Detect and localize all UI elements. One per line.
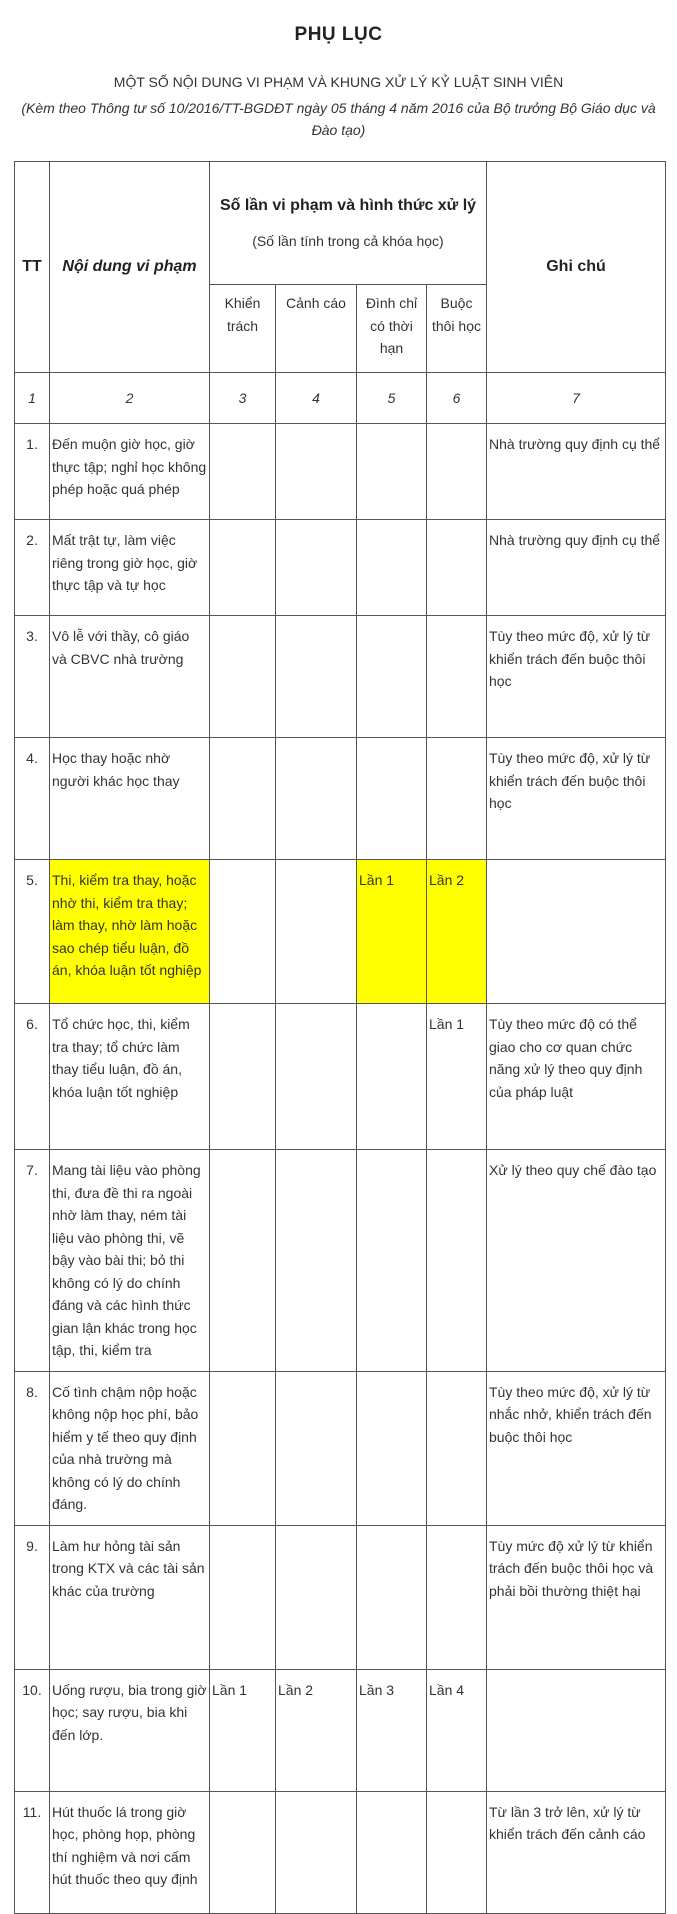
cell-note [487,860,666,1004]
cell-dinh-chi [357,1791,427,1913]
cell-buoc-thoi-hoc [427,738,487,860]
cell-khien-trach [210,1525,276,1669]
violation-content: Đến muộn giờ học, giờ thực tập; nghỉ học không phép hoặc quá phép [50,424,210,520]
violation-content: Tổ chức học, thi, kiểm tra thay; tổ chức làm thay tiểu luận, đồ án, khóa luận tốt nghiệp [50,1004,210,1150]
cell-note: Xử lý theo quy chế đào tạo [487,1150,666,1372]
cell-buoc-thoi-hoc [427,1150,487,1372]
cell-dinh-chi [357,1525,427,1669]
cell-buoc-thoi-hoc: Lần 1 [427,1004,487,1150]
cell-canh-cao [276,1150,357,1372]
cell-canh-cao [276,1791,357,1913]
cell-khien-trach [210,616,276,738]
row-number: 1. [15,424,50,520]
column-number: 1 [15,373,50,424]
row-number: 11. [15,1791,50,1913]
cell-canh-cao [276,1371,357,1525]
column-number: 4 [276,373,357,424]
cell-buoc-thoi-hoc [427,1791,487,1913]
cell-canh-cao [276,860,357,1004]
document-subtitle: MỘT SỐ NỘI DUNG VI PHẠM VÀ KHUNG XỬ LÝ KỶ LUẬT SINH VIÊN [113,74,564,90]
header-group-title: Số lần vi phạm và hình thức xử lý [219,197,477,215]
violation-content: Hút thuốc lá trong giờ học, phòng họp, phòng thí nghiệm và nơi cấm hút thuốc theo quy định [50,1791,210,1913]
table-row [15,424,666,520]
cell-dinh-chi [357,520,427,616]
column-number: 2 [50,373,210,424]
violation-content: Cố tình chậm nộp hoặc không nộp học phí, bảo hiểm y tế theo quy định của nhà trường mà không có lý do chính đáng. [50,1371,210,1525]
row-number: 5. [15,860,50,1004]
cell-buoc-thoi-hoc [427,1371,487,1525]
table-row [15,738,666,860]
cell-dinh-chi [357,1371,427,1525]
cell-note [487,1669,666,1791]
header-group-note: (Số lần tính trong cả khóa học) [252,233,444,250]
column-number-row [15,373,666,424]
row-number: 10. [15,1669,50,1791]
cell-dinh-chi [357,738,427,860]
violation-content: Mang tài liệu vào phòng thi, đưa đề thi ra ngoài nhờ làm thay, ném tài liệu vào phòng thi, vẽ bậy vào bài thi; bỏ thi không có lý do chính đáng và các hình thức gian lận khác trong học tập, thi, kiểm tra [50,1150,210,1372]
header-notes: Ghi chú [487,162,666,373]
cell-canh-cao [276,424,357,520]
row-number: 3. [15,616,50,738]
row-number: 2. [15,520,50,616]
cell-note: Tùy theo mức độ, xử lý từ nhắc nhở, khiển trách đến buộc thôi học [487,1371,666,1525]
header-content: Nội dung vi phạm [50,162,210,373]
header-khien-trach: Khiển trách [210,285,276,373]
cell-khien-trach [210,1371,276,1525]
cell-dinh-chi [357,424,427,520]
violation-content: Mất trật tự, làm việc riêng trong giờ học, giờ thực tập và tự học [50,520,210,616]
cell-dinh-chi: Lần 3 [357,1669,427,1791]
cell-canh-cao [276,520,357,616]
cell-canh-cao [276,616,357,738]
cell-canh-cao [276,1004,357,1150]
cell-khien-trach [210,738,276,860]
cell-buoc-thoi-hoc [427,424,487,520]
cell-note: Tùy theo mức độ có thể giao cho cơ quan chức năng xử lý theo quy định của pháp luật [487,1004,666,1150]
header-buoc-thoi-hoc: Buộc thôi học [427,285,487,373]
header-tt: TT [15,162,50,373]
column-number: 5 [357,373,427,424]
cell-dinh-chi [357,616,427,738]
table-row [15,1371,666,1525]
cell-buoc-thoi-hoc: Lần 4 [427,1669,487,1791]
cell-khien-trach [210,1004,276,1150]
column-number: 7 [487,373,666,424]
cell-note: Tùy theo mức độ, xử lý từ khiển trách đến buộc thôi học [487,616,666,738]
header-canh-cao: Cảnh cáo [276,285,357,373]
violation-content: Làm hư hỏng tài sản trong KTX và các tài sản khác của trường [50,1525,210,1669]
table-row [15,1791,666,1913]
cell-dinh-chi [357,1150,427,1372]
cell-buoc-thoi-hoc [427,616,487,738]
cell-note: Tùy mức độ xử lý từ khiển trách đến buộc thôi học và phải bồi thường thiệt hại [487,1525,666,1669]
header-group [210,162,487,285]
row-number: 7. [15,1150,50,1372]
cell-khien-trach [210,1150,276,1372]
cell-khien-trach [210,424,276,520]
table-row [15,860,666,1004]
cell-note: Nhà trường quy định cụ thể [487,520,666,616]
table-row [15,520,666,616]
row-number: 4. [15,738,50,860]
cell-canh-cao: Lần 2 [276,1669,357,1791]
cell-khien-trach [210,520,276,616]
row-number: 8. [15,1371,50,1525]
violation-content: Uống rượu, bia trong giờ học; say rượu, bia khi đến lớp. [50,1669,210,1791]
violations-table [14,161,666,1914]
cell-canh-cao [276,1525,357,1669]
violation-content: Thi, kiểm tra thay, hoặc nhờ thi, kiểm tra thay; làm thay, nhờ làm hoặc sao chép tiểu luận, đồ án, khóa luận tốt nghiệp [50,860,210,1004]
column-number: 3 [210,373,276,424]
violation-content: Học thay hoặc nhờ người khác học thay [50,738,210,860]
cell-note: Tùy theo mức độ, xử lý từ khiển trách đến buộc thôi học [487,738,666,860]
document-title: PHỤ LỤC [294,24,383,45]
cell-buoc-thoi-hoc: Lần 2 [427,860,487,1004]
row-number: 9. [15,1525,50,1669]
table-row [15,616,666,738]
table-row [15,1525,666,1669]
table-row [15,1150,666,1372]
cell-note: Nhà trường quy định cụ thể [487,424,666,520]
document-note: (Kèm theo Thông tư số 10/2016/TT-BGDĐT ngày 05 tháng 4 năm 2016 của Bộ trưởng Bộ Giáo dục và Đào tạo) [21,100,656,138]
cell-khien-trach [210,1791,276,1913]
cell-note: Từ lần 3 trở lên, xử lý từ khiển trách đến cảnh cáo [487,1791,666,1913]
table-row [15,1004,666,1150]
violation-content: Vô lễ với thầy, cô giáo và CBVC nhà trường [50,616,210,738]
cell-khien-trach [210,860,276,1004]
cell-dinh-chi: Lần 1 [357,860,427,1004]
cell-buoc-thoi-hoc [427,520,487,616]
row-number: 6. [15,1004,50,1150]
header-dinh-chi: Đình chỉ có thời hạn [357,285,427,373]
column-number: 6 [427,373,487,424]
table-row [15,1669,666,1791]
cell-buoc-thoi-hoc [427,1525,487,1669]
cell-dinh-chi [357,1004,427,1150]
cell-khien-trach: Lần 1 [210,1669,276,1791]
cell-canh-cao [276,738,357,860]
